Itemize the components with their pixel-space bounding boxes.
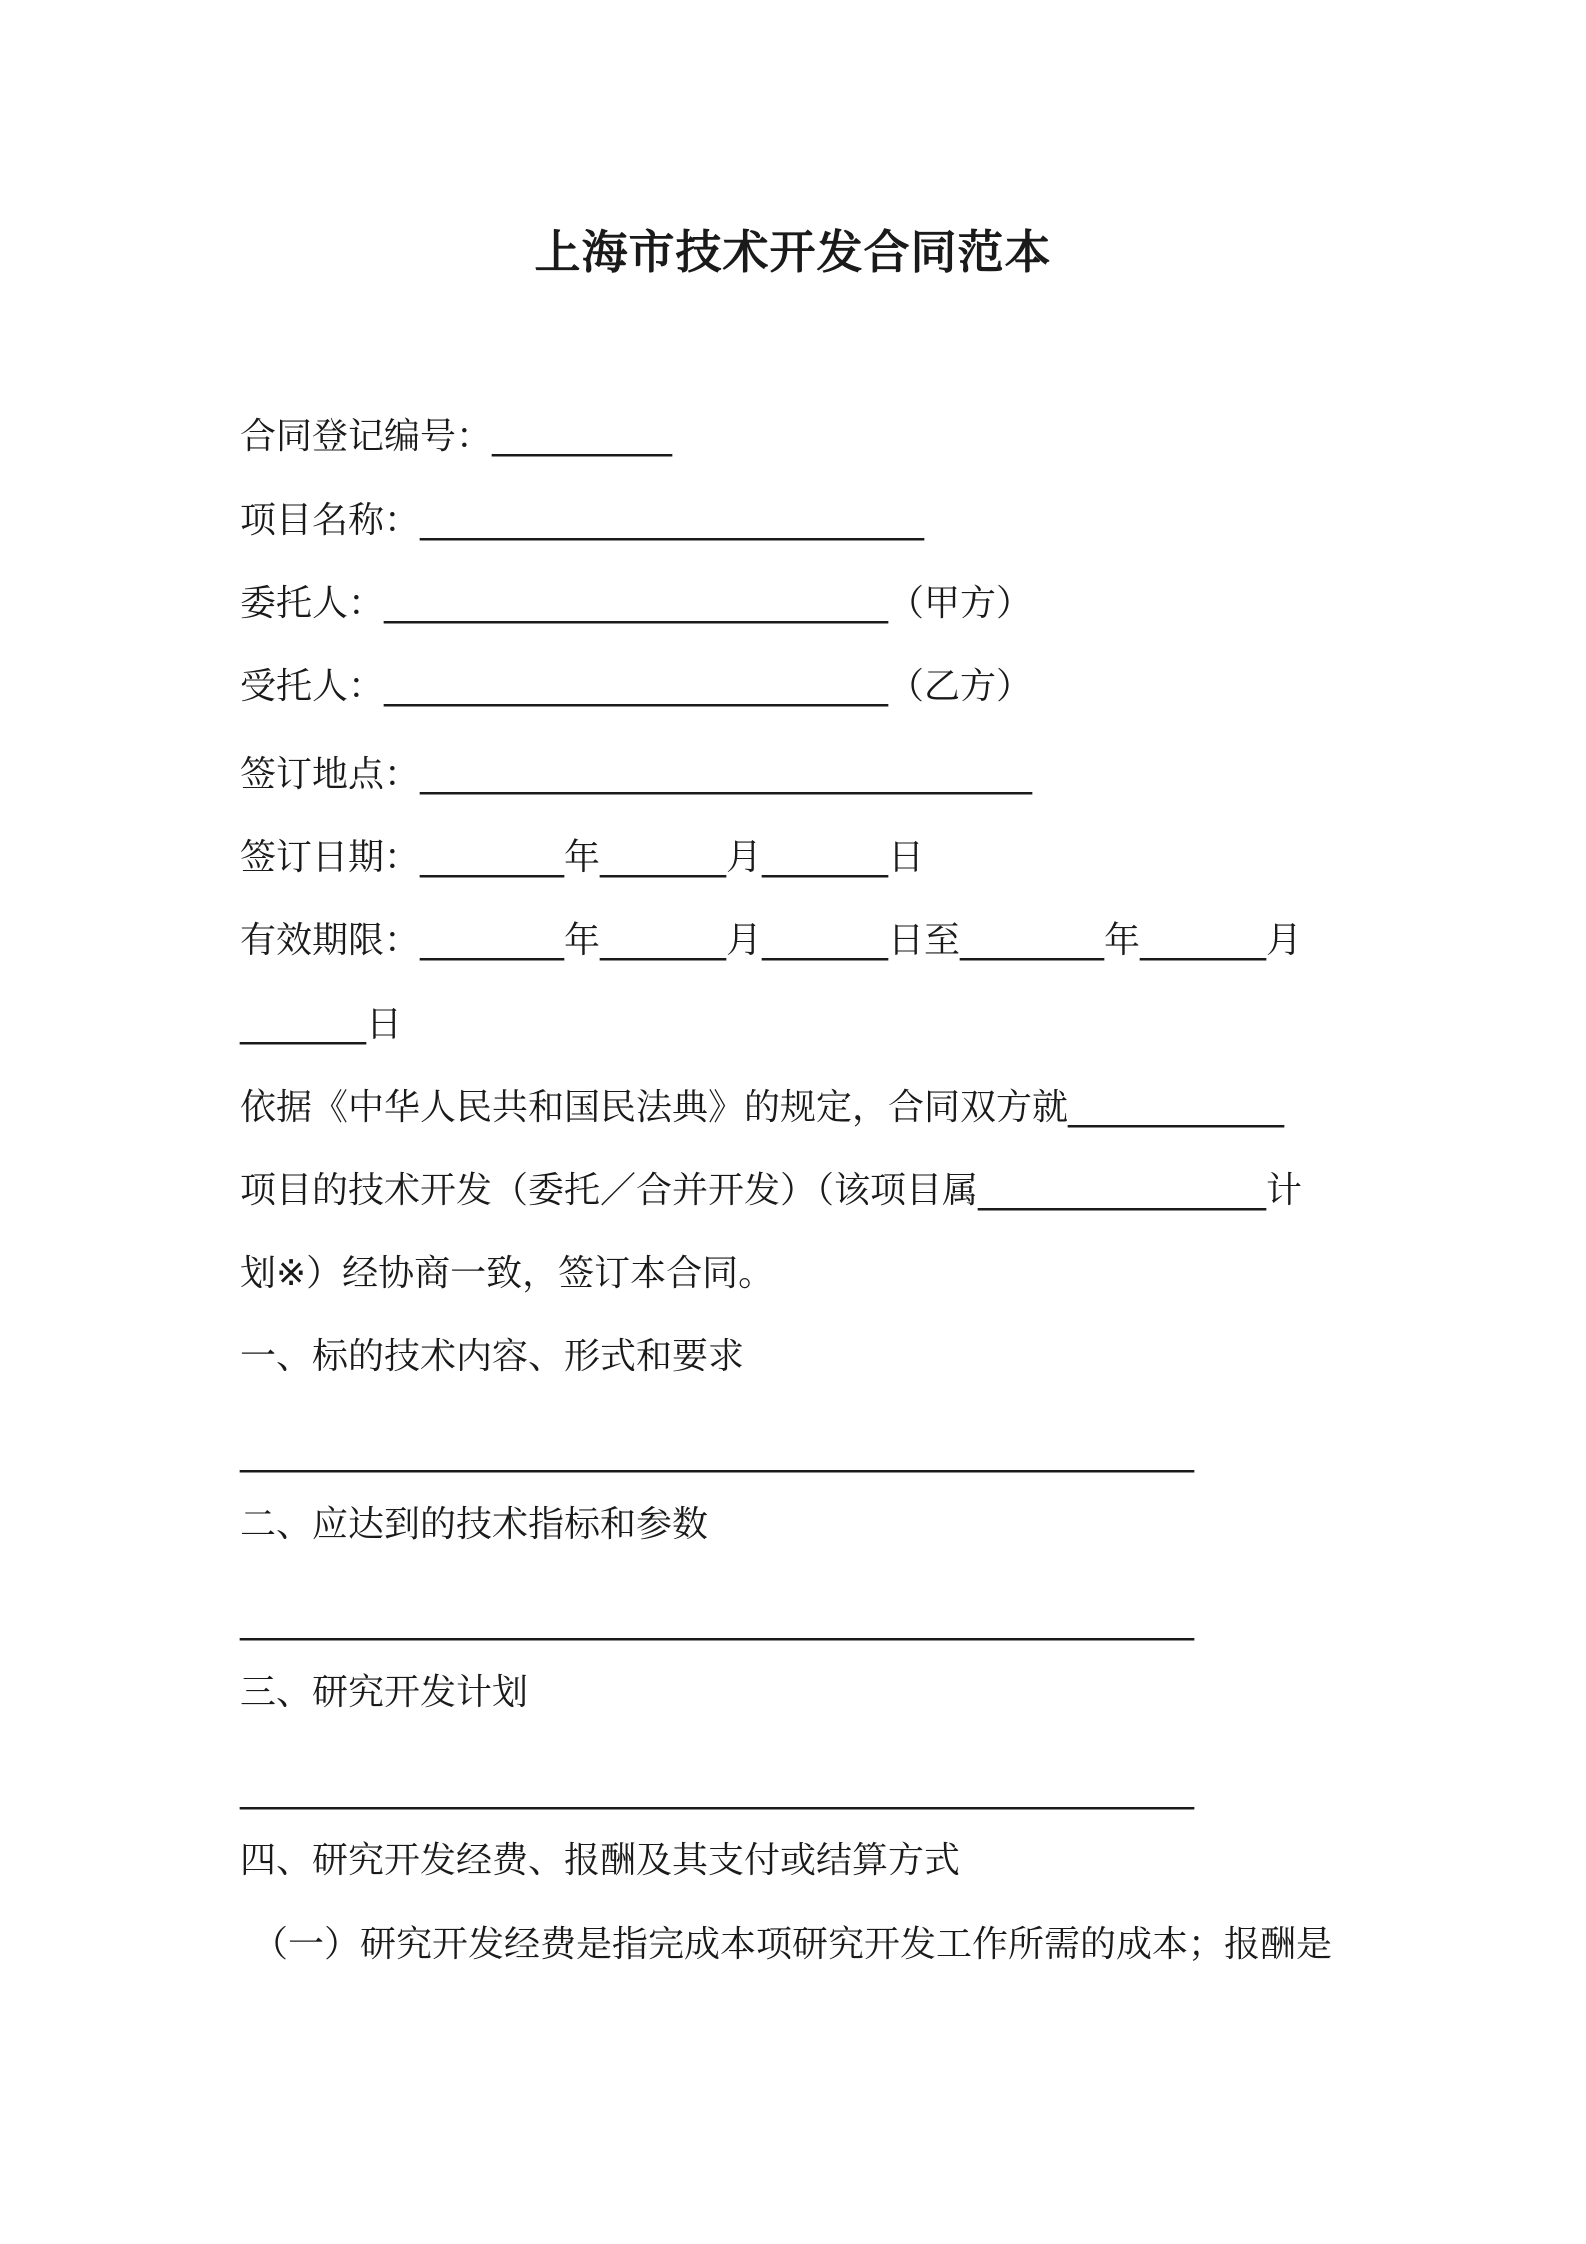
section-3-blank: _____________________________________________________	[240, 1769, 1194, 1810]
registration-number-line: 合同登记编号：__________	[240, 416, 673, 457]
validity-period-line: 有效期限：________年_______月_______日至________年_______月	[240, 920, 1303, 961]
section-4-clause-1: （一）研究开发经费是指完成本项研究开发工作所需的成本；报酬是	[252, 1924, 1333, 1965]
section-2-blank: _____________________________________________________	[240, 1600, 1194, 1641]
project-name-line: 项目名称：____________________________	[240, 500, 925, 541]
section-3-heading: 三、研究开发计划	[240, 1672, 529, 1713]
section-2-heading: 二、应达到的技术指标和参数	[240, 1504, 709, 1545]
client-line: 委托人：____________________________（甲方）	[240, 583, 1033, 624]
preamble-line-2: 项目的技术开发（委托／合并开发）（该项目属________________计	[240, 1170, 1303, 1211]
signing-place-line: 签订地点：__________________________________	[240, 754, 1033, 795]
section-1-heading: 一、标的技术内容、形式和要求	[240, 1336, 745, 1377]
section-1-blank: _____________________________________________________	[240, 1432, 1194, 1473]
preamble-line-3: 划※）经协商一致，签订本合同。	[240, 1253, 775, 1294]
contractor-line: 受托人：____________________________（乙方）	[240, 666, 1033, 707]
signing-date-line: 签订日期：________年_______月_______日	[240, 837, 925, 878]
validity-period-continuation: _______日	[240, 1004, 403, 1045]
section-4-heading: 四、研究开发经费、报酬及其支付或结算方式	[240, 1840, 961, 1881]
page-title: 上海市技术开发合同范本	[534, 225, 1052, 279]
preamble-line-1: 依据《中华人民共和国民法典》的规定，合同双方就____________	[240, 1087, 1285, 1128]
